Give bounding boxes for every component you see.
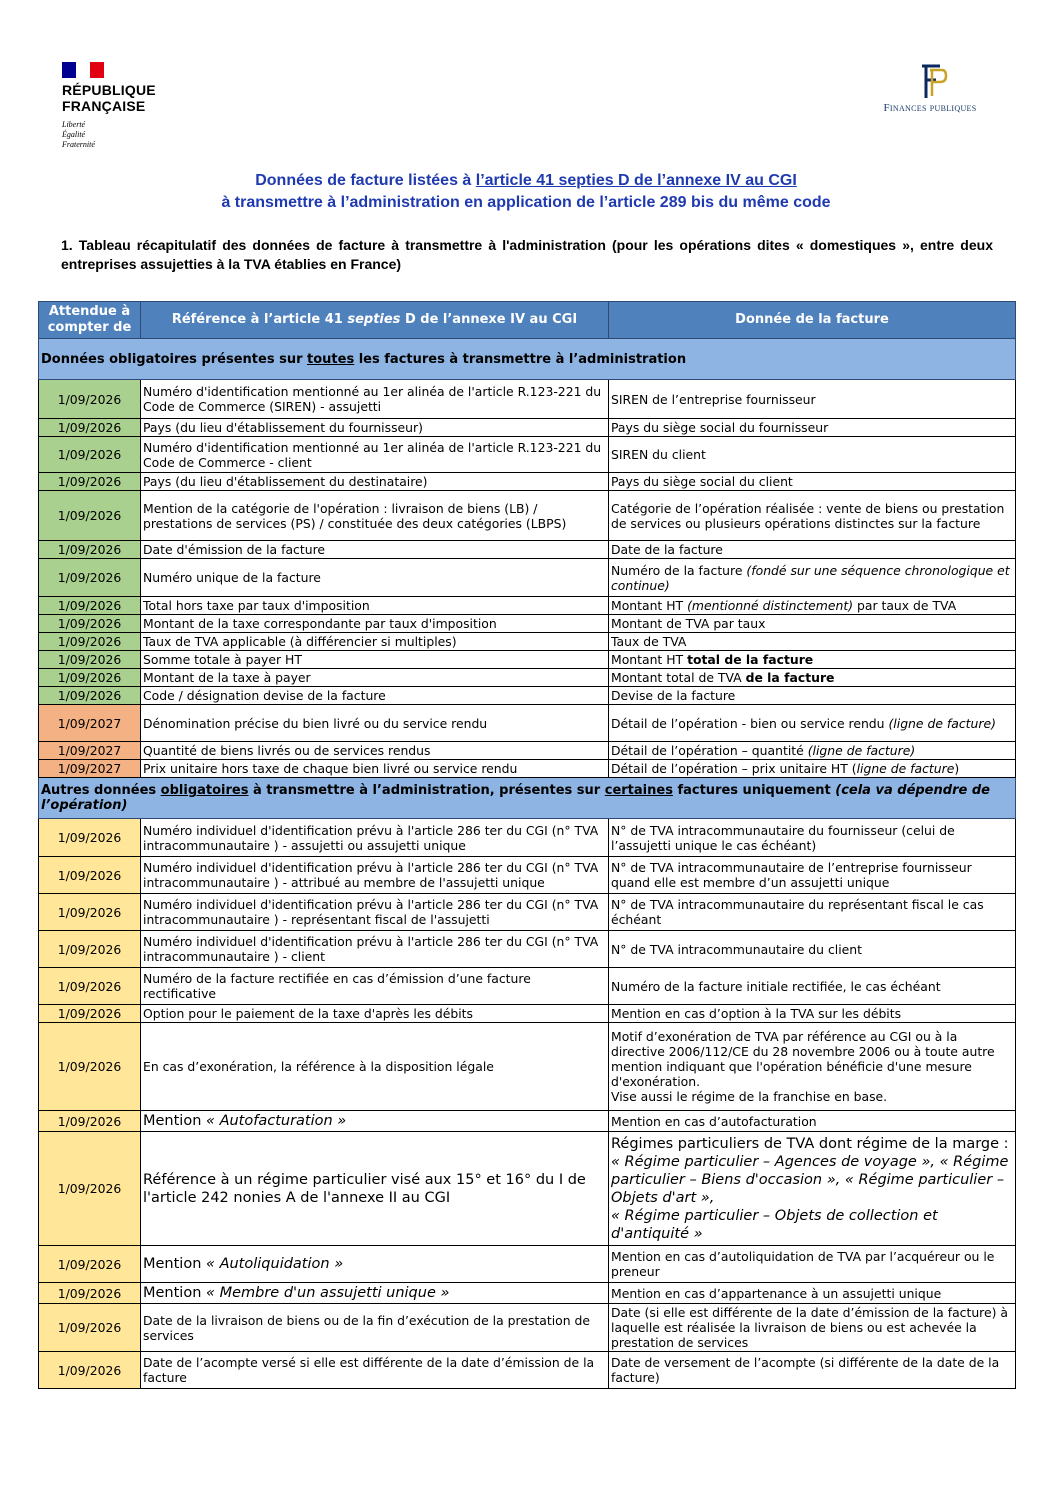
cgi-reference: Pays (du lieu d'établissement du destinataire) [141,473,609,491]
table-row [39,1283,1016,1304]
table-row [39,491,1016,541]
rf-name-line2: FRANÇAISE [62,98,146,114]
invoice-data: Détail de l’opération – prix unitaire HT (ligne de facture) [609,760,1016,778]
title-line2: à transmettre à l’administration en application de l’article 289 bis du même code [221,194,831,211]
effective-date: 1/09/2026 [39,651,141,669]
invoice-data: N° de TVA intracommunautaire du client [609,931,1016,968]
effective-date: 1/09/2026 [39,687,141,705]
table-row [39,1352,1016,1389]
table-row [39,633,1016,651]
table-row [39,1005,1016,1023]
table-row [39,931,1016,968]
cgi-reference: Option pour le paiement de la taxe d'après les débits [141,1005,609,1023]
table-row [39,819,1016,857]
effective-date: 1/09/2026 [39,1132,141,1246]
french-flag-icon [62,62,104,78]
header-reference: Référence à l’article 41 septies D de l’annexe IV au CGI [141,302,609,339]
invoice-data: Catégorie de l’opération réalisée : vente de biens ou prestation de services ou plusieurs opérations distinctes sur la facture [609,491,1016,541]
cgi-reference: Montant de la taxe à payer [141,669,609,687]
invoice-data: Pays du siège social du client [609,473,1016,491]
effective-date: 1/09/2026 [39,669,141,687]
effective-date: 1/09/2026 [39,437,141,473]
invoice-data: Date (si elle est différente de la date d’émission de la facture) à laquelle est réalisée la livraison de biens ou est achevée la prestation de services [609,1304,1016,1352]
cgi-reference: Numéro d'identification mentionné au 1er alinéa de l'article R.123-221 du Code de Commerce - client [141,437,609,473]
invoice-data: Montant HT total de la facture [609,651,1016,669]
title-article-link[interactable]: l’article 41 septies D de l’annexe IV au CGI [475,172,797,189]
cgi-reference: Date d'émission de la facture [141,541,609,559]
effective-date: 1/09/2026 [39,819,141,857]
table-row [39,615,1016,633]
effective-date: 1/09/2026 [39,1283,141,1304]
table-row [39,1111,1016,1132]
effective-date: 1/09/2026 [39,1005,141,1023]
fp-monogram-icon [868,62,992,98]
effective-date: 1/09/2026 [39,968,141,1005]
table-row [39,760,1016,778]
rf-name-line1: RÉPUBLIQUE [62,82,156,98]
invoice-data: SIREN du client [609,437,1016,473]
cgi-reference: Mention « Autofacturation » [141,1111,609,1132]
effective-date: 1/09/2026 [39,894,141,931]
table-row [39,380,1016,419]
cgi-reference: Numéro individuel d'identification prévu à l'article 286 ter du CGI (n° TVA intracommunautaire ) - client [141,931,609,968]
table-row [39,742,1016,760]
cgi-reference: Numéro individuel d'identification prévu à l'article 286 ter du CGI (n° TVA intracommunautaire ) - attribué au membre de l'assujetti unique [141,857,609,894]
invoice-data: Montant de TVA par taux [609,615,1016,633]
table-row [39,1132,1016,1246]
table-row [39,597,1016,615]
cgi-reference: Dénomination précise du bien livré ou du service rendu [141,705,609,742]
invoice-data: Numéro de la facture (fondé sur une séquence chronologique et continue) [609,559,1016,597]
invoice-data: Détail de l’opération - bien ou service rendu (ligne de facture) [609,705,1016,742]
table-row [39,894,1016,931]
effective-date: 1/09/2026 [39,1304,141,1352]
invoice-data: Détail de l’opération – quantité (ligne de facture) [609,742,1016,760]
invoice-data-table [38,301,1016,1389]
intro-paragraph: 1. Tableau récapitulatif des données de facture à transmettre à l'administration (pour les opérations dites « domestiques », entre deux entreprises assujetties à la TVA établies en France) [61,237,993,272]
table-row [39,968,1016,1005]
effective-date: 1/09/2026 [39,419,141,437]
cgi-reference: Pays (du lieu d'établissement du fournisseur) [141,419,609,437]
invoice-data: Taux de TVA [609,633,1016,651]
invoice-data: N° de TVA intracommunautaire de l’entreprise fournisseur quand elle est membre d’un assujetti unique [609,857,1016,894]
effective-date: 1/09/2026 [39,857,141,894]
table-row [39,559,1016,597]
cgi-reference: Montant de la taxe correspondante par taux d'imposition [141,615,609,633]
table-row [39,669,1016,687]
effective-date: 1/09/2026 [39,541,141,559]
table-row [39,1246,1016,1283]
effective-date: 1/09/2026 [39,491,141,541]
invoice-data: N° de TVA intracommunautaire du fournisseur (celui de l’assujetti unique le cas échéant) [609,819,1016,857]
effective-date: 1/09/2026 [39,931,141,968]
header-date: Attendue à compter de [39,302,141,339]
table-row [39,857,1016,894]
invoice-data: Date de la facture [609,541,1016,559]
effective-date: 1/09/2026 [39,380,141,419]
header-invoice-data: Donnée de la facture [609,302,1016,339]
cgi-reference: Prix unitaire hors taxe de chaque bien livré ou service rendu [141,760,609,778]
title-line1-prefix: Données de facture listées à [255,172,476,189]
table-row [39,687,1016,705]
effective-date: 1/09/2026 [39,597,141,615]
fp-name: Finances publiques [883,102,977,114]
invoice-data: Numéro de la facture initiale rectifiée, le cas échéant [609,968,1016,1005]
effective-date: 1/09/2026 [39,473,141,491]
cgi-reference: Quantité de biens livrés ou de services rendus [141,742,609,760]
table-row [39,1023,1016,1111]
cgi-reference: Mention « Autoliquidation » [141,1246,609,1283]
effective-date: 1/09/2026 [39,615,141,633]
table-row [39,473,1016,491]
invoice-data: N° de TVA intracommunautaire du représentant fiscal le cas échéant [609,894,1016,931]
cgi-reference: Taux de TVA applicable (à différencier si multiples) [141,633,609,651]
cgi-reference: Date de la livraison de biens ou de la fin d’exécution de la prestation de services [141,1304,609,1352]
invoice-data: Mention en cas d’autofacturation [609,1111,1016,1132]
table-row [39,437,1016,473]
effective-date: 1/09/2026 [39,1246,141,1283]
invoice-data: Régimes particuliers de TVA dont régime de la marge : « Régime particulier – Agences de voyage », « Régime particulier – Biens d'occasion », « Régime particulier – Objets d'art », « Régime particulier – Objets de collection et d'antiquité » [609,1132,1016,1246]
invoice-data: Mention en cas d’autoliquidation de TVA par l’acquéreur ou le preneur [609,1246,1016,1283]
page-title [0,170,1052,214]
invoice-data: Montant HT (mentionné distinctement) par taux de TVA [609,597,1016,615]
cgi-reference: En cas d’exonération, la référence à la disposition légale [141,1023,609,1111]
cgi-reference: Numéro unique de la facture [141,559,609,597]
cgi-reference: Date de l’acompte versé si elle est différente de la date d’émission de la facture [141,1352,609,1389]
cgi-reference: Code / désignation devise de la facture [141,687,609,705]
effective-date: 1/09/2027 [39,742,141,760]
section-some-invoices-label: Autres données obligatoires à transmettre à l’administration, présentes sur certaines factures uniquement (cela va dépendre de l’opération) [39,778,1016,819]
table-row [39,1304,1016,1352]
section-some-invoices [39,778,1016,819]
invoice-data: Pays du siège social du fournisseur [609,419,1016,437]
table-row [39,419,1016,437]
cgi-reference: Total hors taxe par taux d'imposition [141,597,609,615]
cgi-reference: Numéro d'identification mentionné au 1er alinéa de l'article R.123-221 du Code de Commerce (SIREN) - assujetti [141,380,609,419]
section-all-invoices [39,339,1016,380]
table-row [39,541,1016,559]
effective-date: 1/09/2026 [39,559,141,597]
effective-date: 1/09/2027 [39,705,141,742]
cgi-reference: Numéro individuel d'identification prévu à l'article 286 ter du CGI (n° TVA intracommunautaire ) - assujetti ou assujetti unique [141,819,609,857]
effective-date: 1/09/2026 [39,633,141,651]
table-row [39,651,1016,669]
invoice-data: SIREN de l’entreprise fournisseur [609,380,1016,419]
republique-francaise-logo [62,62,182,150]
invoice-data: Date de versement de l’acompte (si différente de la date de la facture) [609,1352,1016,1389]
invoice-data: Mention en cas d’option à la TVA sur les débits [609,1005,1016,1023]
cgi-reference: Numéro de la facture rectifiée en cas d’émission d’une facture rectificative [141,968,609,1005]
section-all-invoices-label: Données obligatoires présentes sur toutes les factures à transmettre à l’administration [39,339,1016,380]
cgi-reference: Numéro individuel d'identification prévu à l'article 286 ter du CGI (n° TVA intracommunautaire ) - représentant fiscal de l'assujetti [141,894,609,931]
effective-date: 1/09/2026 [39,1023,141,1111]
invoice-data: Devise de la facture [609,687,1016,705]
rf-motto: Liberté Égalité Fraternité [62,120,95,149]
cgi-reference: Mention de la catégorie de l'opération : livraison de biens (LB) / prestations de services (PS) / constituée des deux catégories (LBPS) [141,491,609,541]
table-row [39,705,1016,742]
invoice-data: Montant total de TVA de la facture [609,669,1016,687]
effective-date: 1/09/2026 [39,1352,141,1389]
invoice-data: Motif d’exonération de TVA par référence au CGI ou à la directive 2006/112/CE du 28 novembre 2006 ou à toute autre mention indiquant que l'opération bénéficie d'une mesure d'exonération. Vise aussi le régime de la franchise en base. [609,1023,1016,1111]
cgi-reference: Mention « Membre d'un assujetti unique » [141,1283,609,1304]
invoice-data: Mention en cas d’appartenance à un assujetti unique [609,1283,1016,1304]
finances-publiques-logo [868,62,992,114]
cgi-reference: Référence à un régime particulier visé aux 15° et 16° du I de l'article 242 nonies A de l'annexe II au CGI [141,1132,609,1246]
effective-date: 1/09/2027 [39,760,141,778]
effective-date: 1/09/2026 [39,1111,141,1132]
cgi-reference: Somme totale à payer HT [141,651,609,669]
